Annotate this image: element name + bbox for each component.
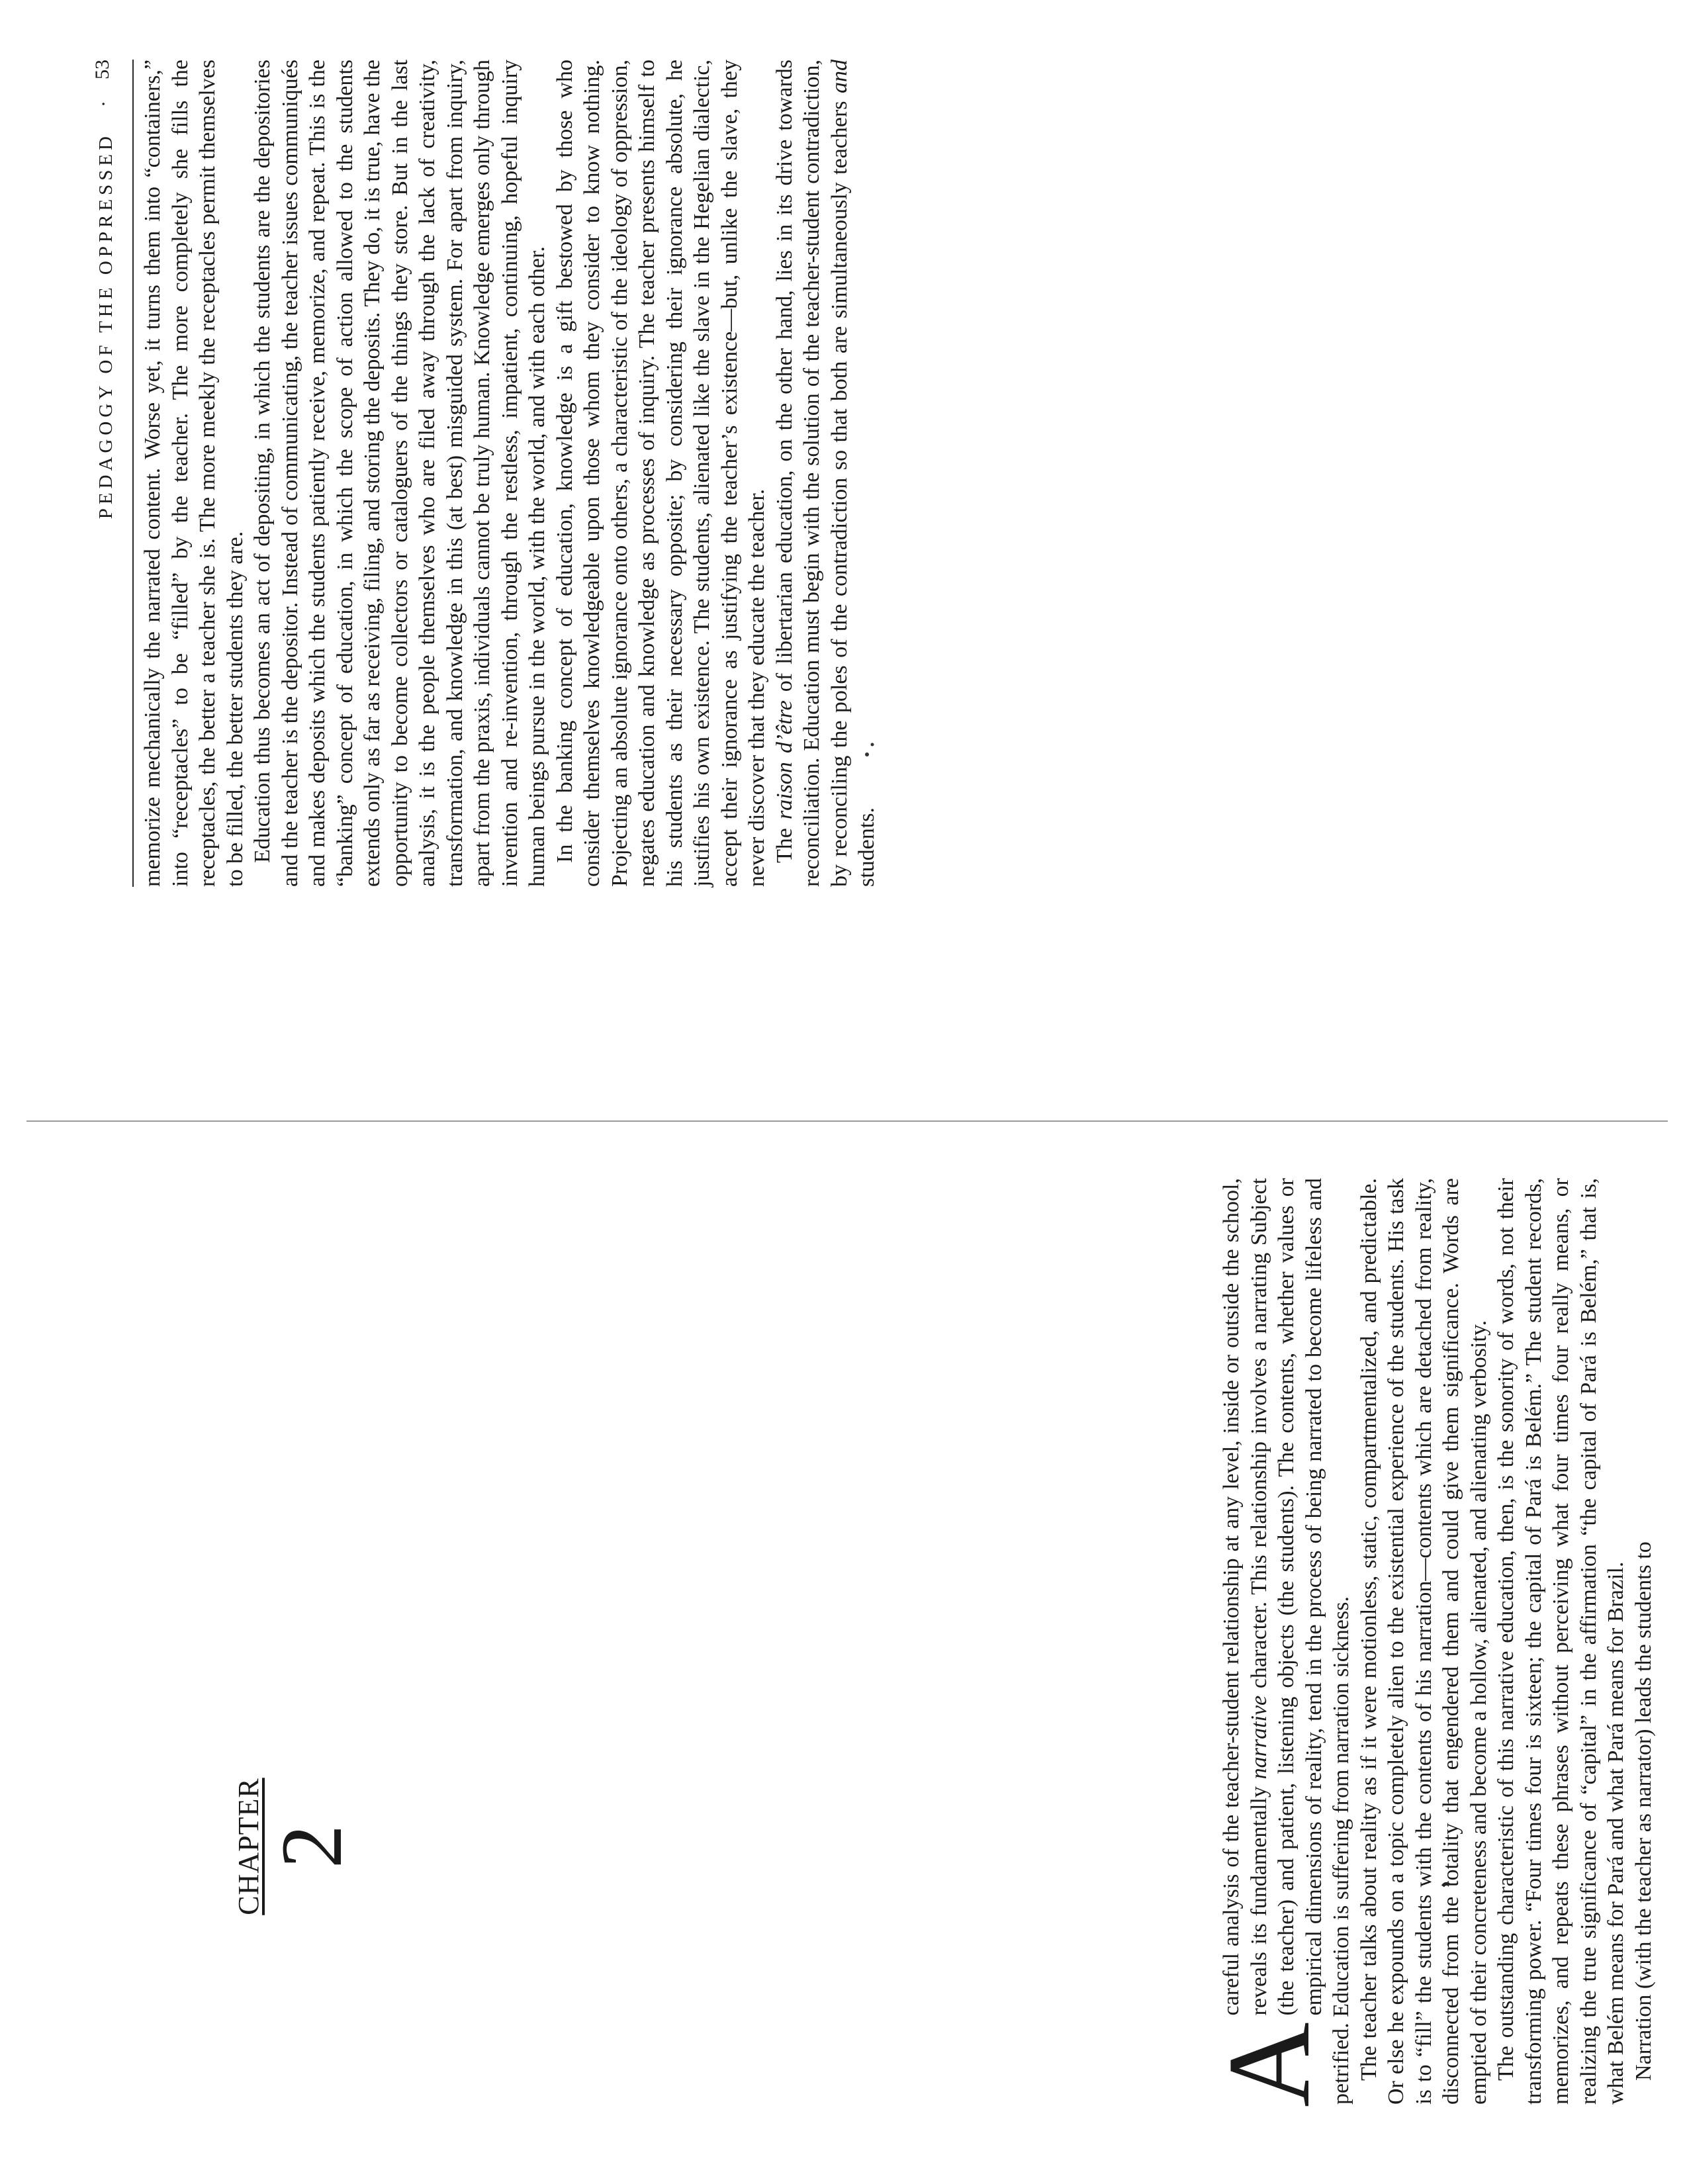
paragraph: In the banking concept of education, knowledge is a gift bestowed by those who consider themselves knowledgeable upon those whom they consider to know nothing. Projecting an absolute ignorance onto others, a characteristic of the ideology of oppression, negates education and knowledge as processes of inquiry. The teacher presents himself to his students as their necessary opposite; by considering their ignorance absolute, he justifies his own existence. The students, alienated like the slave in the Hegelian dialectic, accept their ignorance as justifying the teacher’s existence—but, unlike the slave, they never discover that they educate the teacher. bbox=[552, 60, 769, 887]
emphasis: narrative bbox=[1246, 1695, 1271, 1780]
right-page-body bbox=[139, 60, 881, 1118]
page-gutter bbox=[26, 1120, 1668, 1122]
running-head-separator: · bbox=[93, 101, 114, 107]
paragraph: The teacher talks about reality as if it were motionless, static, compartmentalized, and predictable. Or else he expounds on a topic completely alien to the existential experience of the students. His task is to “fill” the students with the contents of his narration—contents which are detached from reality, disconnected from the totality that engendered them and could give them significance. Words are emptied of their concreteness and become a hollow, alienated, and alienating verbosity. bbox=[1356, 1178, 1491, 2105]
chapter-heading bbox=[232, 1707, 360, 1985]
paragraph-text: students. bbox=[854, 807, 879, 887]
paragraph: memorize mechanically the narrated content. Worse yet, it turns them into “containers,” into “receptacles” to be “filled” by the teacher. The more completely she fills the receptacles, the better a teacher she is. The more meekly the receptacles permit themselves to be filled, the better students they are. bbox=[140, 60, 248, 887]
chapter-number: 2 bbox=[263, 1825, 360, 1868]
paragraph: The outstanding characteristic of this narrative education, then, is the sonority of words, not their transforming power. “Four times four is sixteen; the capital of Pará is Belém.” The student records, memorizes, and repeats these phrases without perceiving what four times four really means, or realizing the true significance of “capital” in the affirmation “the capital of Pará is Belém,” that is, what Belém means for Pará and what Pará means for Brazil. bbox=[1494, 1178, 1628, 2105]
paragraph-text: The bbox=[772, 819, 797, 863]
left-page-body bbox=[1203, 1177, 1657, 2107]
running-head-title: PEDAGOGY OF THE OPPRESSED bbox=[95, 132, 116, 520]
paragraph-text: of libertarian education, on the other hand, lies in its drive towards reconciliation. Education must begin with the solution of the teacher-student contradiction, by reconciling the poles of the contradiction so that both are simultaneously teachers bbox=[772, 60, 852, 887]
chapter-label: CHAPTER bbox=[232, 1778, 265, 1915]
drop-cap: A bbox=[1203, 2022, 1334, 2107]
paragraph: Education thus becomes an act of depositing, in which the students are the depositories and the teacher is the depositor. Instead of communicating, the teacher issues communiqués and makes deposits which the students patiently receive, memorize, and repeat. This is the “banking” concept of education, in which the scope of action allowed to the students extends only as far as receiving, filing, and storing the deposits. They do, it is true, have the opportunity to become collectors or cataloguers of the things they store. But in the last analysis, it is the people themselves who are filed away through the lack of creativity, transformation, and knowledge in this (at best) misguided system. For apart from inquiry, apart from the praxis, individuals cannot be truly human. Knowledge emerges only through invention and re-invention, through the restless, impatient, continuing, hopeful inquiry human beings pursue in the world, with the world, and with each other. bbox=[250, 60, 549, 887]
paragraph bbox=[1203, 1177, 1355, 2107]
emphasis: and bbox=[827, 60, 852, 93]
paragraph: Narration (with the teacher as narrator) leads the students to bbox=[1631, 1541, 1656, 2081]
emphasis: raison d’être bbox=[772, 700, 797, 820]
running-head bbox=[86, 60, 134, 887]
paragraph bbox=[771, 60, 881, 887]
paragraph-text: careful analysis of the teacher-student relationship at any level, inside or outside the school, reveals its fundamentally bbox=[1219, 1178, 1271, 2016]
page-number: 53 bbox=[91, 60, 113, 79]
paragraph-text: character. This relationship involves a narrating Subject (the teacher) and patient, listening objects (the students). The contents, whether values or empirical dimensions of reality, tend in the process of being narrated to become lifeless and petrified. Education is suffering from narration sickness. bbox=[1246, 1177, 1353, 2105]
